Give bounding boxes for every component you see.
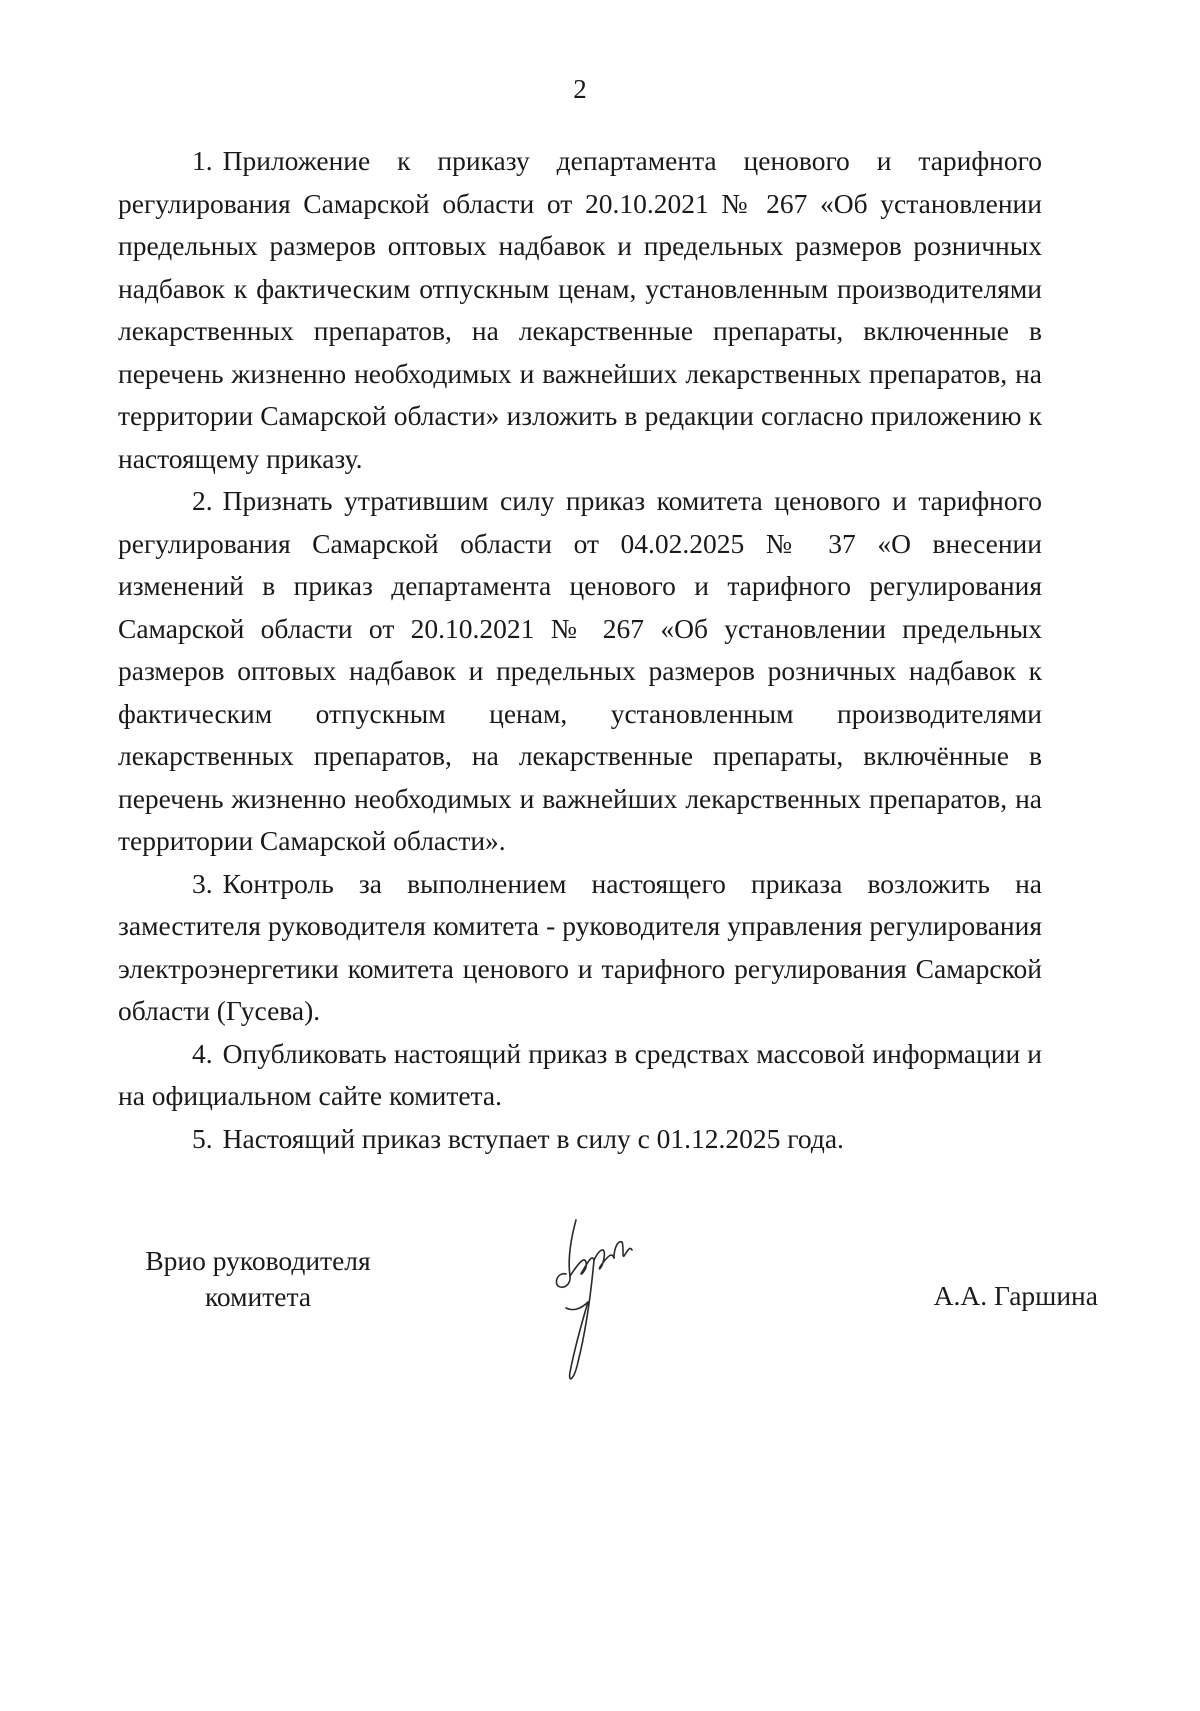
signatory-position-line2: комитета — [204, 1281, 312, 1312]
page-number: 2 — [573, 74, 587, 104]
paragraph-text: Опубликовать настоящий приказ в средствах массовой информации и на официальном сайте комитета. — [118, 1037, 1042, 1111]
signatory-position — [138, 1243, 378, 1315]
paragraph-number: 3. — [192, 867, 213, 899]
paragraph-number: 4. — [192, 1037, 213, 1069]
paragraph-1 — [118, 140, 1042, 480]
paragraph-4 — [118, 1033, 1042, 1118]
document-body — [118, 140, 1042, 1160]
paragraph-number: 5. — [192, 1122, 213, 1154]
paragraph-2 — [118, 480, 1042, 863]
paragraph-text: Приложение к приказу департамента ценового и тарифного регулирования Самарской области от 20.10.2021 № 267 «Об установлении предельных размеров оптовых надбавок и предельных размеров розничных надбавок к фактическим отпускным ценам, установленным производителями лекарственных препаратов, на лекарственные препараты, включенные в перечень жизненно необходимых и важнейших лекарственных препаратов, на территории Самарской области» изложить в редакции согласно приложению к настоящему приказу. — [118, 145, 1042, 474]
paragraph-text: Контроль за выполнением настоящего приказа возложить на заместителя руководителя комитета - руководителя управления регулирования электроэнергетики комитета ценового и тарифного регулирования Самарской области (Гусева). — [118, 867, 1042, 1026]
paragraph-3 — [118, 863, 1042, 1033]
paragraph-5 — [118, 1118, 1042, 1161]
paragraph-number: 2. — [192, 485, 213, 516]
signatory-name: А.А. Гаршина — [933, 1280, 1098, 1311]
signatory-position-line1: Врио руководителя — [145, 1245, 371, 1276]
handwritten-signature — [548, 1212, 648, 1387]
paragraph-text: Признать утратившим силу приказ комитета ценового и тарифного регулирования Самарской области от 04.02.2025 № 37 «О внесении изменений в приказ департамента ценового и тарифного регулирования Самарской области от 20.10.2021 № 267 «Об установлении предельных размеров оптовых надбавок и предельных размеров розничных надбавок к фактическим отпускным ценам, установленным производителями лекарственных препаратов, на лекарственные препараты, включённые в перечень жизненно необходимых и важнейших лекарственных препаратов, на территории Самарской области». — [118, 485, 1042, 856]
paragraph-number: 1. — [192, 145, 213, 176]
paragraph-text: Настоящий приказ вступает в силу с 01.12.2025 года. — [222, 1122, 844, 1154]
